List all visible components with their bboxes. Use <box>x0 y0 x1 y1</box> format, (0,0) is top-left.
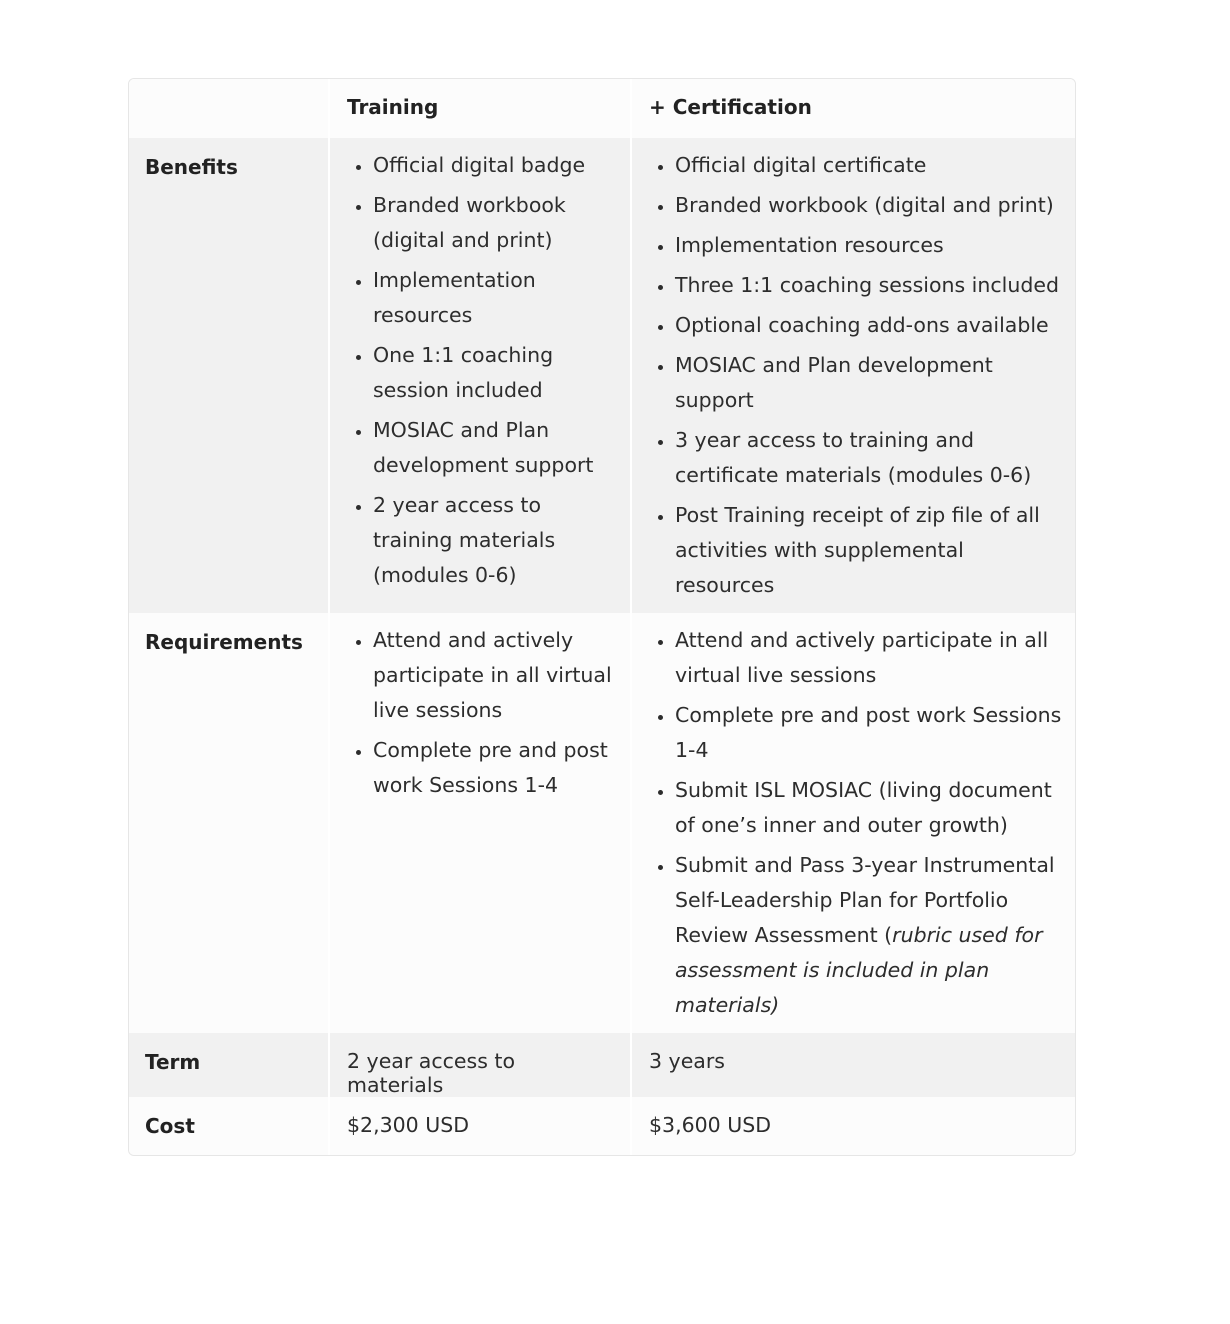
row-label-cost: Cost <box>129 1097 329 1155</box>
comparison-table-grid <box>129 79 1075 1155</box>
list-item: • Three 1:1 coaching sessions included <box>675 268 1063 303</box>
header-empty-cell <box>129 79 329 138</box>
header-training: Training <box>329 79 631 138</box>
row-label-term: Term <box>129 1033 329 1097</box>
row-requirements <box>129 613 1075 1033</box>
term-training-value: 2 year access to materials <box>329 1033 631 1097</box>
list-item: • Branded workbook (digital and print) <box>373 188 618 258</box>
benefits-certification-cell <box>631 138 1075 613</box>
list-item: • MOSIAC and Plan development support <box>373 413 618 483</box>
requirements-certification-list <box>632 623 1063 1023</box>
list-item: • Optional coaching add-ons available <box>675 308 1063 343</box>
list-item: • Post Training receipt of zip file of all activities with supplemental resources <box>675 498 1063 603</box>
row-term <box>129 1033 1075 1097</box>
row-label-requirements: Requirements <box>129 613 329 1033</box>
list-item: • Implementation resources <box>373 263 618 333</box>
requirements-training-cell <box>329 613 631 1033</box>
list-item: • Submit ISL MOSIAC (living document of one’s inner and outer growth) <box>675 773 1063 843</box>
list-item: • Official digital badge <box>373 148 618 183</box>
header-certification: + Certification <box>631 79 1075 138</box>
list-item: • Official digital certificate <box>675 148 1063 183</box>
list-item: • Complete pre and post work Sessions 1-4 <box>675 698 1063 768</box>
list-item-italic-note: rubric used for assessment is included in plan materials) <box>675 923 1043 1017</box>
list-item: • Attend and actively participate in all virtual live sessions <box>373 623 618 728</box>
benefits-certification-list <box>632 148 1063 603</box>
benefits-training-cell <box>329 138 631 613</box>
row-label-benefits: Benefits <box>129 138 329 613</box>
list-item <box>675 848 1063 1023</box>
list-item-text: Submit and Pass 3-year Instrumental Self-Leadership Plan for Portfolio Review Assessment ( <box>675 853 1055 947</box>
cost-training-value: $2,300 USD <box>329 1097 631 1155</box>
comparison-table <box>128 78 1076 1156</box>
cost-certification-value: $3,600 USD <box>631 1097 1075 1155</box>
list-item: • Complete pre and post work Sessions 1-4 <box>373 733 618 803</box>
list-item: • Implementation resources <box>675 228 1063 263</box>
list-item: • Branded workbook (digital and print) <box>675 188 1063 223</box>
list-item: • 3 year access to training and certificate materials (modules 0-6) <box>675 423 1063 493</box>
list-item: • 2 year access to training materials (modules 0-6) <box>373 488 618 593</box>
term-certification-value: 3 years <box>631 1033 1075 1097</box>
list-item: • MOSIAC and Plan development support <box>675 348 1063 418</box>
requirements-training-list <box>330 623 618 803</box>
requirements-certification-cell <box>631 613 1075 1033</box>
row-benefits <box>129 138 1075 613</box>
list-item: • One 1:1 coaching session included <box>373 338 618 408</box>
table-header-row <box>129 79 1075 138</box>
row-cost <box>129 1097 1075 1155</box>
list-item: • Attend and actively participate in all virtual live sessions <box>675 623 1063 693</box>
benefits-training-list <box>330 148 618 593</box>
